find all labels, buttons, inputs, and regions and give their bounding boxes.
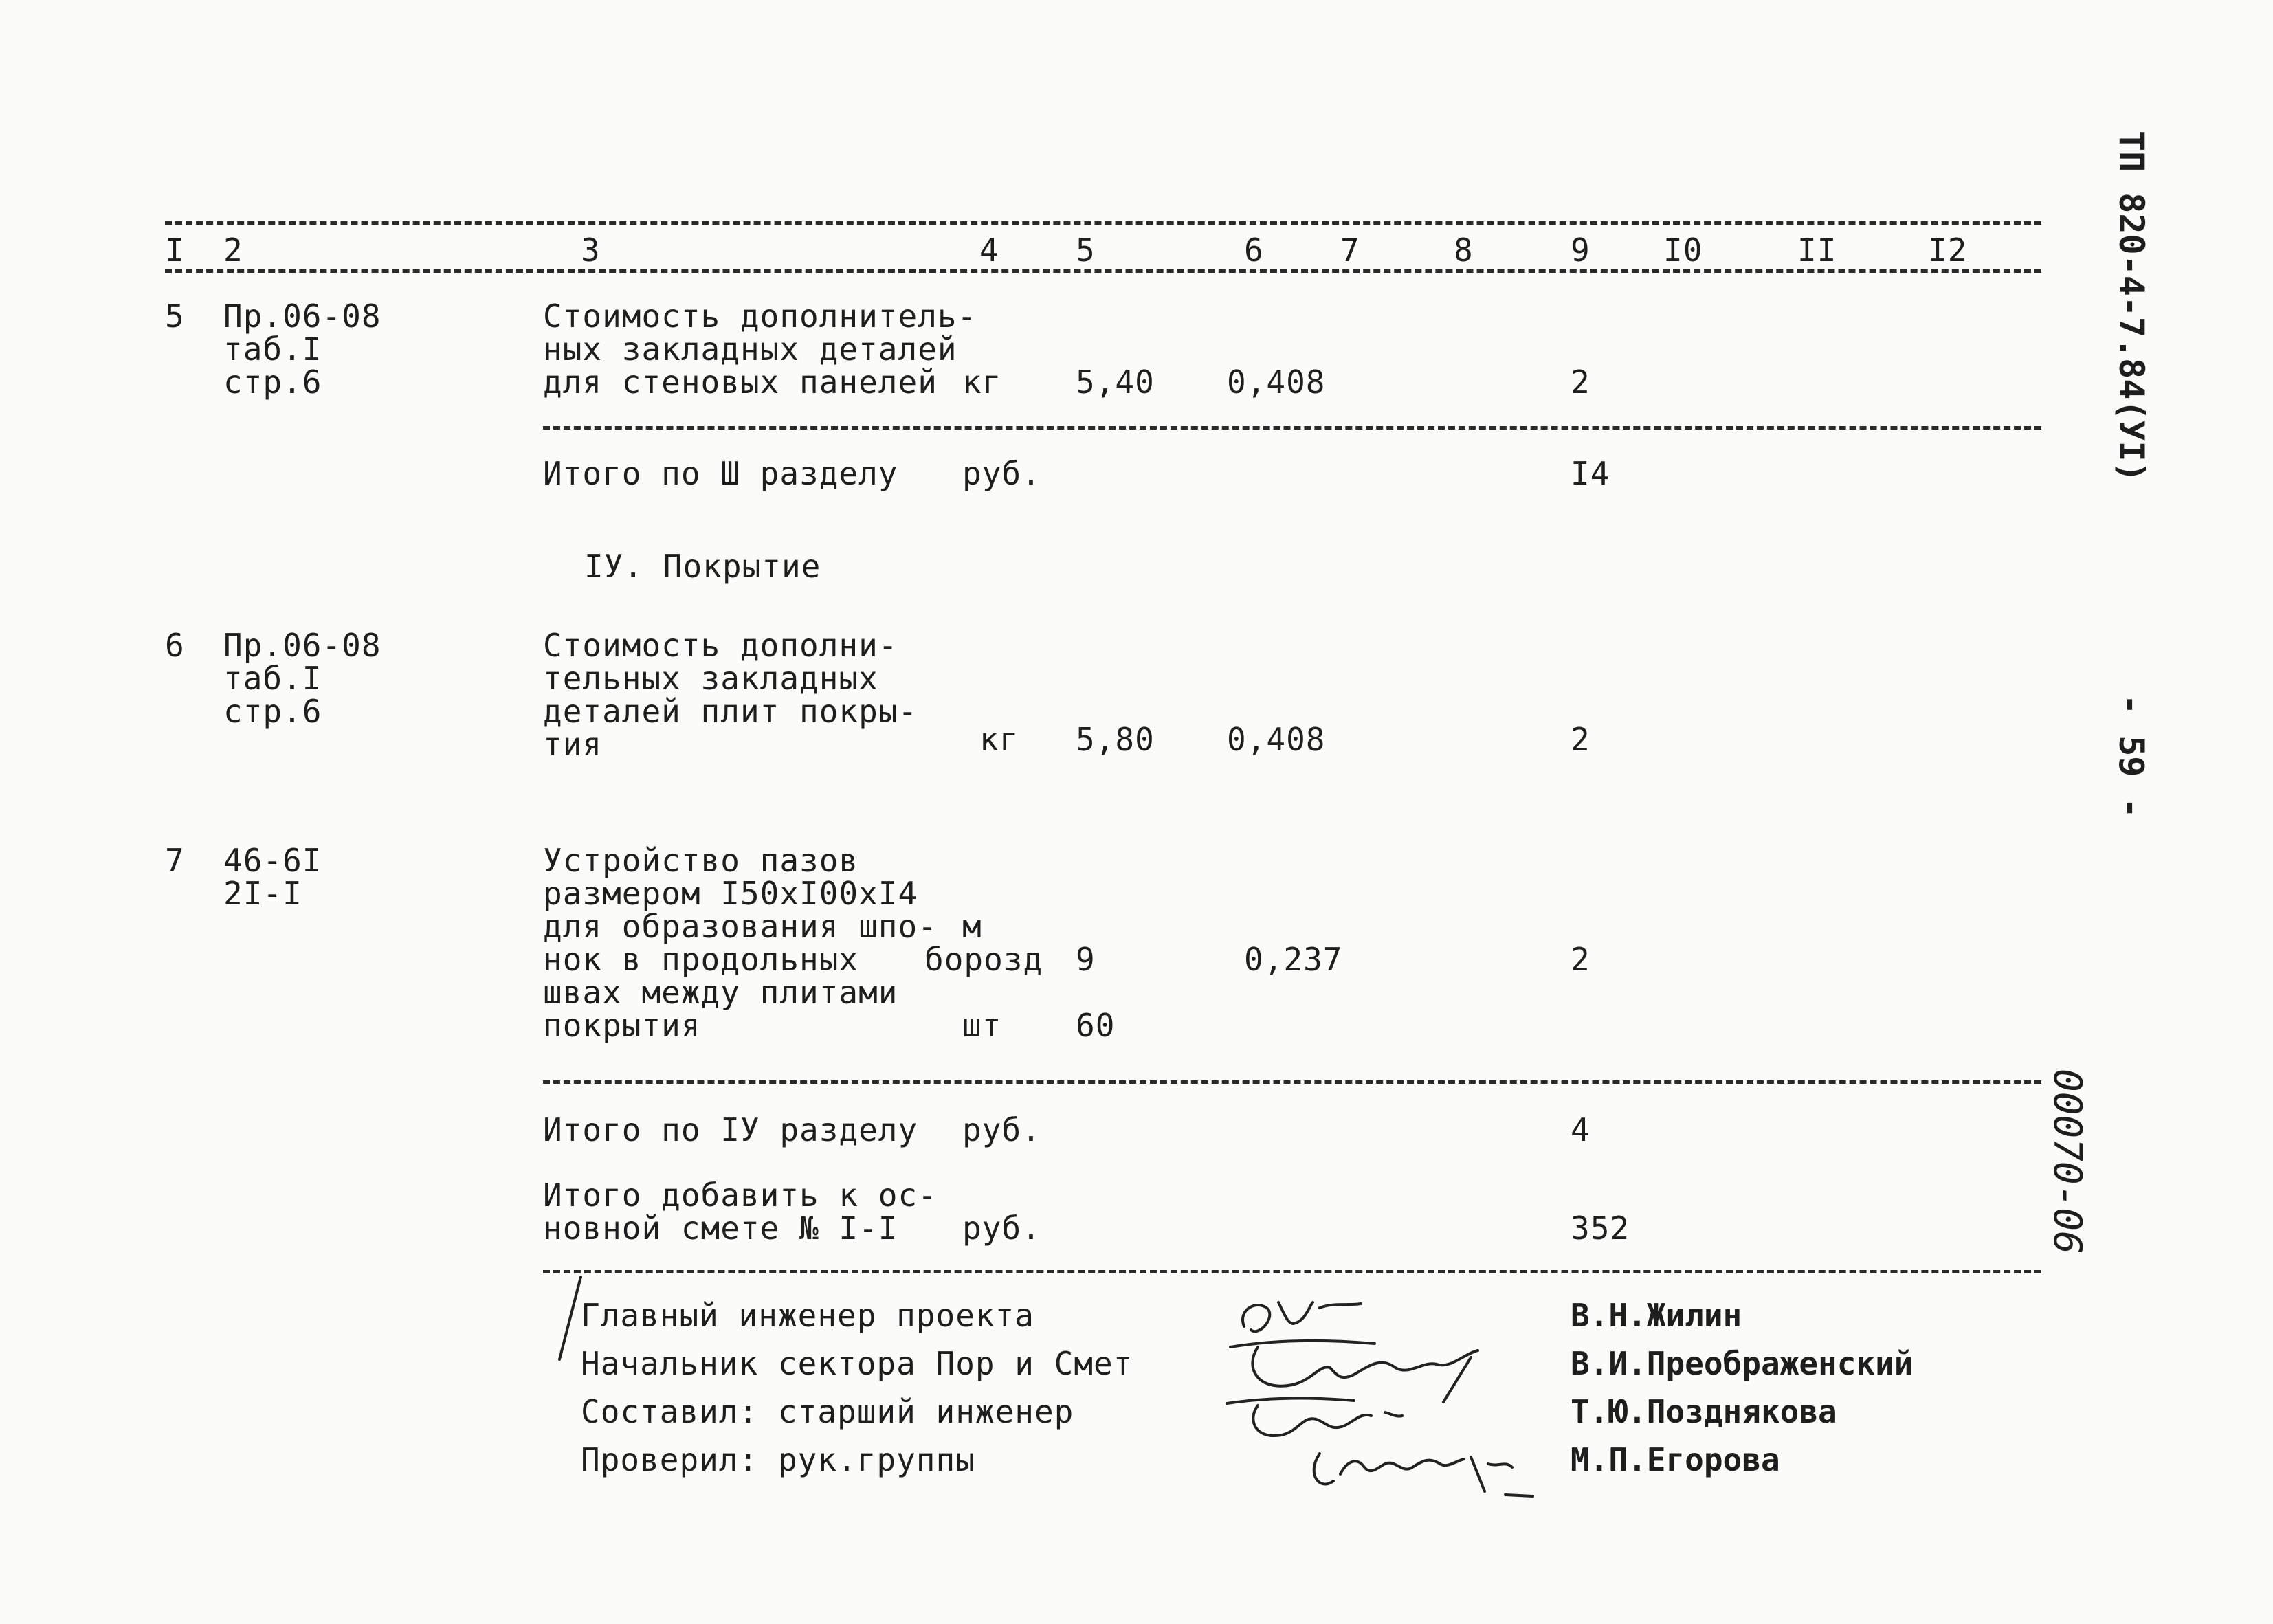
row-6-price: 0,408	[1227, 721, 1326, 758]
grand-total-unit: руб.	[962, 1210, 1041, 1247]
row-6-description: Стоимость дополни- тельных закладных деталей плит покры- тия	[543, 627, 918, 763]
signatory-role-2: Начальник сектора Пор и Смет	[581, 1345, 1133, 1382]
row-5-description: Стоимость дополнитель- ных закладных деталей для стеновых панелей	[543, 298, 977, 401]
row-7-price: 0,237	[1244, 941, 1343, 978]
signatory-name-3: Т.Ю.Позднякова	[1571, 1393, 1837, 1430]
page-number: - 59 -	[2111, 694, 2151, 819]
archive-number: 00070-06	[2045, 1069, 2089, 1254]
grand-total-label: Итого добавить к ос- новной смете № I-I	[543, 1177, 938, 1247]
rule-before-signatures	[543, 1270, 2041, 1273]
rule-after-row-7	[543, 1080, 2041, 1084]
signatory-name-4: М.П.Егорова	[1571, 1441, 1780, 1478]
signatory-name-1: В.Н.Жилин	[1571, 1297, 1742, 1334]
row-5-total: 2	[1571, 364, 1590, 401]
column-header-12: I2	[1928, 232, 1968, 269]
subtotal-section-3-value: I4	[1571, 455, 1610, 492]
column-header-6: 6	[1244, 232, 1264, 269]
row-6-total: 2	[1571, 721, 1590, 758]
row-7-quantity-60: 60	[1076, 1007, 1116, 1044]
row-5-ref: Пр.06-08 таб.I стр.6	[223, 298, 381, 401]
column-header-10: I0	[1663, 232, 1703, 269]
row-6-ref: Пр.06-08 таб.I стр.6	[223, 627, 381, 730]
subtotal-section-4-label: Итого по IУ разделу	[543, 1111, 918, 1148]
subtotal-section-4-unit: руб.	[962, 1111, 1041, 1148]
section-4-title: IУ. Покрытие	[584, 548, 821, 585]
signature-bracket-mark	[550, 1271, 591, 1368]
row-7-number: 7	[165, 842, 185, 879]
subtotal-section-3-label: Итого по Ш разделу	[543, 455, 898, 492]
column-header-9: 9	[1571, 232, 1590, 269]
column-header-11: II	[1797, 232, 1837, 269]
header-bottom-rule	[165, 269, 2041, 273]
row-5-quantity: 5,40	[1076, 364, 1155, 401]
signatory-role-1: Главный инженер проекта	[581, 1297, 1034, 1334]
column-header-7: 7	[1340, 232, 1360, 269]
row-6-quantity: 5,80	[1076, 721, 1155, 758]
row-5-unit: кг	[962, 364, 1002, 401]
row-7-unit-borozd: борозд	[924, 941, 1043, 978]
handwritten-signature-4	[1299, 1426, 1546, 1502]
row-5-price: 0,408	[1227, 364, 1326, 401]
rule-after-row-5	[543, 426, 2041, 430]
header-top-rule	[165, 221, 2041, 225]
subtotal-section-3-unit: руб.	[962, 455, 1041, 492]
row-7-unit-m: м	[962, 908, 982, 945]
document-code: ТП 820-4-7.84(УI)	[2111, 131, 2151, 482]
row-7-ref: 46-6I 2I-I	[223, 842, 322, 912]
row-7-unit-sht: шт	[962, 1007, 1002, 1044]
column-header-5: 5	[1076, 232, 1096, 269]
row-7-total: 2	[1571, 941, 1590, 978]
row-6-number: 6	[165, 627, 185, 664]
signatory-role-3: Составил: старший инженер	[581, 1393, 1074, 1430]
column-header-3: 3	[581, 232, 601, 269]
row-7-quantity-9: 9	[1076, 941, 1096, 978]
row-5-number: 5	[165, 298, 185, 335]
signatory-name-2: В.И.Преображенский	[1571, 1345, 1914, 1382]
column-header-2: 2	[223, 232, 243, 269]
column-header-4: 4	[979, 232, 999, 269]
grand-total-value: 352	[1571, 1210, 1630, 1247]
column-header-1: I	[165, 232, 185, 269]
row-6-unit: кг	[979, 721, 1019, 758]
column-header-8: 8	[1454, 232, 1474, 269]
signatory-role-4: Проверил: рук.группы	[581, 1441, 975, 1478]
subtotal-section-4-value: 4	[1571, 1111, 1590, 1148]
row-7-description: Устройство пазов размером I50хI00хI4 для образования шпо- нок в продольных швах между плитами покрытия	[543, 842, 938, 1044]
